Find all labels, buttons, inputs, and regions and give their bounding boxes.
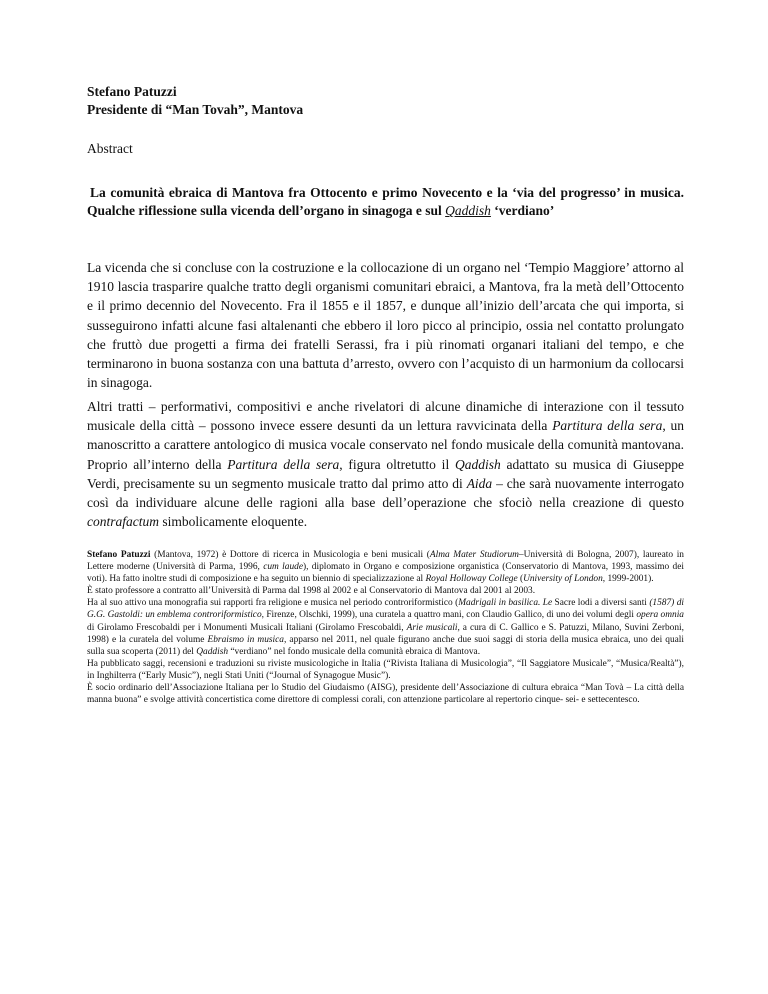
text-run: Ha al suo attivo una monografia sui rapporti fra religione e musica nel periodo controriformistico ( [87,598,459,609]
author-name: Stefano Patuzzi [87,84,177,99]
abstract-paragraph-1: La vicenda che si concluse con la costruzione e la collocazione di un organo nel ‘Tempio Maggiore’ attorno al 1910 lascia trasparire qualche tratto degli organismi comunitari ebraici, a Mantova, fra la metà dell’Ottocento e il primo decennio del Novecento. Fra il 1855 e il 1857, e dunque all’inizio dell’arcata che qui importa, si susseguirono infatti alcune fasi altalenanti che ebbero il loro picco al principio, ossia nel contatto prolungato che fruttò due progetti a firma dei fratelli Serassi, fra i più rinomati organari italiani del tempo, e che terminarono in buona sostanza con una battuta d’arresto, ovvero con l’acquisto di un harmonium da collocarsi in sinagoga. [87,260,684,391]
text-run: ), diplomato in Organo e composizione organistica (Conservatorio di Mantova, 1993, massimo dei voti). Ha fatto inoltre studi di composizione e ha seguito un biennio di specializzazione al [87,562,684,585]
text-run: simbolicamente eloquente. [159,514,308,530]
italic-run: cum laude [263,562,303,573]
bio-name: Stefano Patuzzi [87,550,151,560]
author-role: Presidente di “Man Tovah”, Mantova [87,102,304,117]
text-run: di Girolamo Frescobaldi per i Monumenti Musicali Italiani (Girolamo Frescobaldi, [87,622,407,633]
italic-run: Ebraismo in musica [207,634,284,645]
bio-paragraph-5: È socio ordinario dell’Associazione Italiana per lo Studio del Giudaismo (AISG), presidente dell’Associazione di cultura ebraica “Man Tovà – La città della manna buona” e svolge attività concertistica come direttore di complessi corali, con attenzione particolare al repertorio cinque- sei- e settecentesco. [87,683,684,706]
bio-paragraph-4: Ha pubblicato saggi, recensioni e traduzioni su riviste musicologiche in Italia (“Rivista Italiana di Musicologia”, “Il Saggiatore Musicale”, “Musica/Realtà”), in Inghilterra (“Early Music”), negli Stati Uniti (“Journal of Synagogue Music”). [87,658,684,681]
text-run: , figura oltretutto il [339,456,455,472]
title-main: La comunità ebraica di Mantova fra Ottocento e primo Novecento e la ‘via del progresso’ in musica. Qualche riflessione sulla vicenda dell’organo in sinagoga e sul [87,185,684,219]
abstract-label: Abstract [87,141,133,156]
text-run: –Università di Bologna, 2007), laureato in Lettere moderne (Università di Parma, 1996, [87,550,684,573]
text-run: ( [517,574,524,585]
text-run: Altri tratti – performativi, compositivi e anche rivelatori di alcune dinamiche di interazione con il tessuto musicale della città – possono invece essere desunti da un lettura ravvicinata della [87,399,684,434]
text-run: “verdiano” nel fondo musicale della comunità ebraica di Mantova. [228,646,481,657]
text-run: , Firenze, Olschki, 1999), una curatela a quattro mani, con Claudio Gallico, di uno dei volumi degli [261,610,637,621]
author-bio [87,549,684,706]
text-run: – che sarà nuovamente interrogato così da individuare alcune delle ragioni alla base dell’operazione che sfociò nella creazione di questo [87,475,684,511]
text-run: , 1999-2001). [602,574,654,585]
italic-run: Qaddish [196,646,229,657]
title-tail: ‘verdiano’ [490,203,555,219]
bio-paragraph-1 [87,549,684,585]
text-run: (Mantova, 1972) è Dottore di ricerca in Musicologia e beni musicali ( [150,550,430,560]
abstract-paragraph-2 [87,397,684,531]
text-run: , un manoscritto a carattere antologico di musica vocale conservato nel fondo musicale della comunità mantovana. Proprio all’interno della [87,418,685,472]
italic-run: Aida [466,475,493,491]
italic-run: Alma Mater Studiorum [429,550,519,560]
italic-run: Qaddish [454,456,501,472]
text-run: , apparso nel 2011, nel quale figurano anche due suoi saggi di storia della musica ebraica, uno dei quali sulla sua scoperta (2011) del [87,634,684,657]
italic-run: Partitura della sera [227,456,340,472]
text-run: , a cura di C. Gallico e S. Patuzzi, Milano, Suvini Zerboni, 1998) e la curatela del volume [87,622,684,645]
paper-title [87,184,684,220]
italic-run: Madrigali in basilica. Le [458,598,553,609]
italic-run: contrafactum [87,514,159,530]
author-block [87,83,687,119]
italic-run: (1587) di G.G. Gastoldi: un emblema controriformistico [87,598,684,621]
italic-run: University of London [523,574,603,585]
text-run: adattato su musica di Giuseppe Verdi, precisamente su un segmento musicale tratto dal primo atto di [87,456,684,491]
italic-run: Royal Holloway College [425,574,518,585]
italic-run: Partitura della sera [552,418,663,434]
title-italic: Qaddish [445,203,491,219]
italic-run: opera omnia [636,610,684,621]
bio-paragraph-3 [87,597,684,657]
italic-run: Arie musicali [406,622,458,633]
bio-paragraph-2: È stato professore a contratto all’Università di Parma dal 1998 al 2002 e al Conservatorio di Mantova dal 2001 al 2003. [87,586,536,597]
text-run: Sacre lodi a diversi santi [552,598,650,609]
